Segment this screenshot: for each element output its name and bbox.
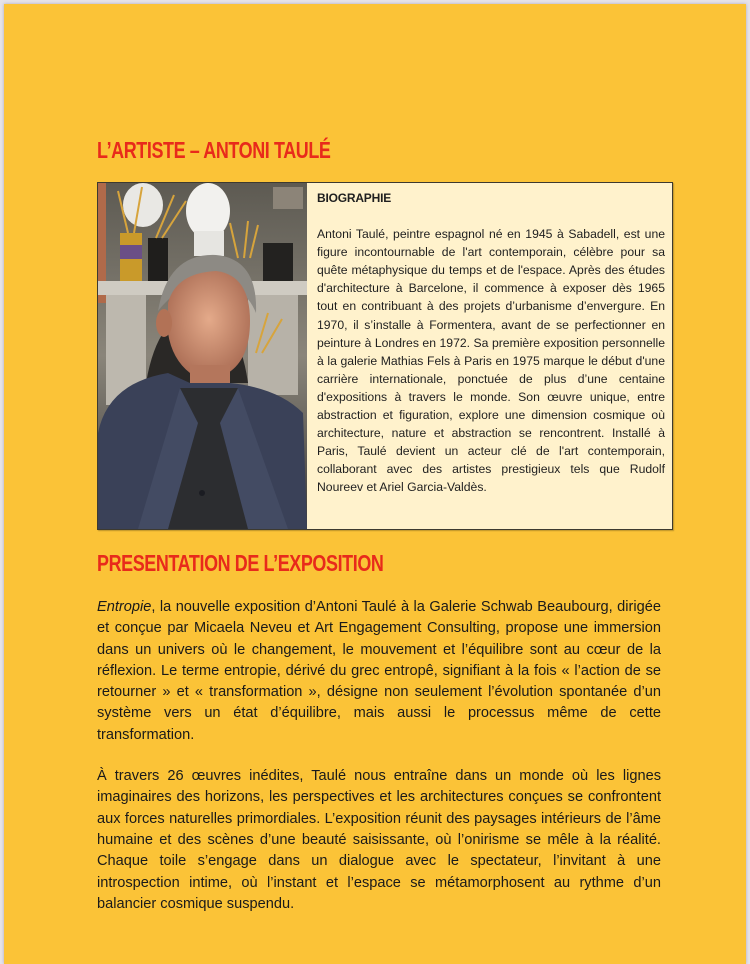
exhibition-title: Entropie [97, 599, 152, 615]
exposition-heading: PRESENTATION DE L’EXPOSITION [97, 550, 384, 576]
artist-heading: L’ARTISTE – ANTONI TAULÉ [97, 137, 331, 163]
exposition-content [97, 597, 661, 935]
exposition-paragraph-1 [97, 597, 661, 746]
artist-photo [98, 183, 307, 529]
document-page [4, 4, 746, 964]
biography-content [317, 189, 665, 497]
exposition-paragraph-2: À travers 26 œuvres inédites, Taulé nous entraîne dans un monde où les lignes imaginaires des horizons, les perspectives et les architectures conçues se confrontent aux forces naturelles primordiales. L’exposition réunit des paysages intérieurs de l’âme humaine et des scènes d’une beauté saisissante, où l’onirisme se mêle à la réalité. Chaque toile s’engage dans un dialogue avec le spectateur, l’invitant à une introspection intime, où l’instant et l’espace se métamorphosent au rythme d’un balancier cosmique suspendu. [97, 768, 661, 912]
biography-text: Antoni Taulé, peintre espagnol né en 1945 à Sabadell, est une figure incontournable de l'art contemporain, célèbre pour sa quête métaphysique du temps et de l'espace. Après des études d'architecture à Barcelone, il commence à exposer dès 1965 tout en contribuant à des projets d’urbanisme d’envergure. En 1970, il s’installe à Formentera, avant de se perfectionner en peinture à Londres en 1972. Sa première exposition personnelle à la galerie Mathias Fels à Paris en 1975 marque le début d'une carrière internationale, ponctuée de plus d’une centaine d'expositions à travers le monde. Son œuvre unique, entre abstraction et figuration, explore une dimension cosmique où architecture, nature et abstraction se rencontrent. Installé à Paris, Taulé devient un acteur clé de l'art contemporain, collaborant avec des artistes prestigieux tels que Rudolf Noureev et Ariel Garcia-Valdès. [317, 227, 665, 495]
biography-box [97, 182, 673, 530]
biography-title: BIOGRAPHIE [317, 191, 392, 205]
exposition-paragraph-1-text: , la nouvelle exposition d’Antoni Taulé à la Galerie Schwab Beaubourg, dirigée et conçue par Micaela Neveu et Art Engagement Consulting, propose une immersion dans un univers où le changement, le mouvement et l’équilibre sont au cœur de la réflexion. Le terme entropie, dérivé du grec entropê, signifiant à la fois « l’action de se retourner » et « transformation », désigne non seulement l’évolution spontanée d’un système vers un état d’équilibre, mais aussi le processus même de cette transformation. [97, 599, 661, 743]
portrait-illustration [98, 183, 307, 529]
